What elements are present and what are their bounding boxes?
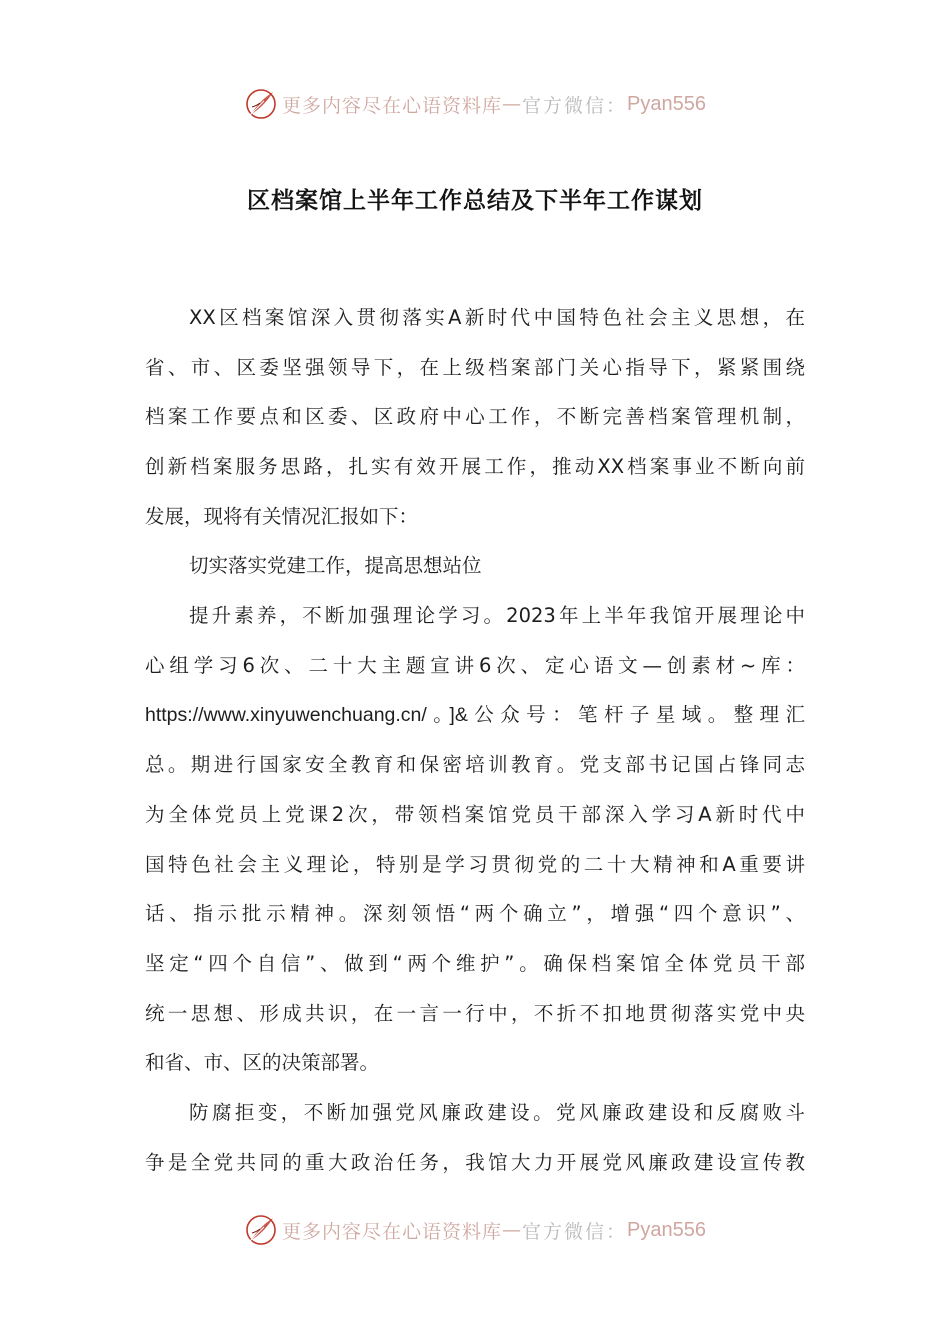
text-line: 争是全党共同的重大政治任务，我馆大力开展党风廉政建设宣传教	[145, 1150, 805, 1174]
footer-watermark-banner	[0, 1210, 950, 1250]
banner-slogan: 更多内容尽在心语资料库	[282, 1220, 503, 1243]
feather-pen-logo-icon	[244, 1213, 278, 1247]
text-line-with-url: https://www.xinyuwenchuang.cn/。]&公众号：笔杆子星域。整理汇	[145, 703, 805, 726]
text-line: 省、市、区委坚强领导下，在上级档案部门关心指导下，紧紧围绕	[145, 355, 805, 379]
text-line: 为全体党员上党课2次，带领档案馆党员干部深入学习A新时代中	[145, 802, 805, 826]
text-line: 话、指示批示精神。深刻领悟“两个确立”，增强“四个意识”、	[145, 902, 805, 926]
text-line: 国特色社会主义理论，特别是学习贯彻党的二十大精神和A重要讲	[145, 852, 805, 876]
text-line: 提升素养，不断加强理论学习。2023年上半年我馆开展理论中	[189, 604, 805, 628]
text-line: 总。期进行国家安全教育和保密培训教育。党支部书记国占锋同志	[145, 753, 805, 777]
text-line: 档案工作要点和区委、区政府中心工作，不断完善档案管理机制，	[145, 405, 805, 429]
banner-wechat-id: Pyan556	[627, 1218, 706, 1241]
document-title: 区档案馆上半年工作总结及下半年工作谋划	[247, 188, 703, 214]
feather-pen-logo-icon	[244, 87, 278, 121]
banner-dash: —	[502, 93, 523, 115]
text-line: 统一思想、形成共识，在一言一行中，不折不扣地贯彻落实党中央	[145, 1001, 805, 1025]
text-line: XX区档案馆深入贯彻落实A新时代中国特色社会主义思想，在	[189, 306, 805, 329]
banner-slogan: 更多内容尽在心语资料库	[282, 94, 503, 117]
banner-wechat-label: 官方微信：	[522, 94, 628, 117]
text-line: 心组学习6次、二十大主题宣讲6次、定心语文—创素材~库：	[145, 653, 805, 677]
text-line: 防腐拒变，不断加强党风廉政建设。党风廉政建设和反腐败斗	[189, 1101, 805, 1124]
document-body	[145, 293, 805, 1187]
banner-wechat-id: Pyan556	[627, 92, 706, 115]
text-line: 发展，现将有关情况汇报如下：	[145, 504, 419, 528]
banner-wechat-label: 官方微信：	[522, 1220, 628, 1243]
text-line: 创新档案服务思路，扎实有效开展工作，推动XX档案事业不断向前	[145, 455, 805, 479]
section-heading: 切实落实党建工作，提高思想站位	[189, 554, 482, 578]
banner-dash: —	[502, 1219, 523, 1241]
text-line: 坚定“四个自信”、做到“两个维护”。确保档案馆全体党员干部	[145, 951, 805, 975]
header-watermark-banner	[0, 84, 950, 124]
text-line: 和省、市、区的决策部署。	[145, 1051, 380, 1075]
